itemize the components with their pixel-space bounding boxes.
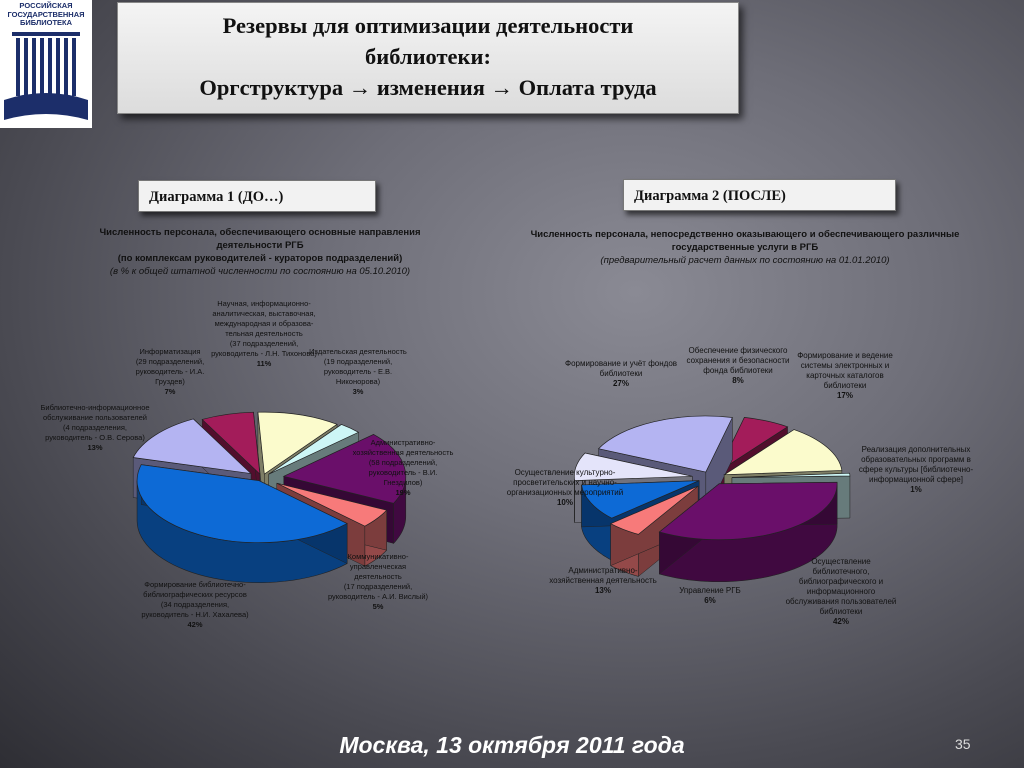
percent-label: 13% (87, 443, 103, 452)
percent-label: 3% (352, 387, 364, 396)
chart2-title: Численность персонала, непосредственно оказывающего и обеспечивающего различные государственные услуги в РГБ (530, 229, 960, 253)
chart2-label-cultural (505, 468, 625, 508)
percent-label: 17% (836, 391, 853, 400)
label-text: Научная, информационно- аналитическая, выставочная, международная и образова- тельная деятельность (37 подразделений, руководитель - Л.Н. Тихонова) (211, 299, 317, 358)
percent-label: 5% (372, 602, 384, 611)
chart2-label-admin (545, 566, 661, 596)
percent-label: 19% (395, 488, 411, 497)
chart2-label-funds (562, 359, 680, 389)
label-text: Библиотечно-информационное обслуживание пользователей (4 подразделения, руководитель - О.В. Серова) (40, 403, 150, 442)
footer-date: Москва, 13 октября 2011 года (339, 732, 685, 758)
label-text: Управление РГБ (679, 586, 741, 595)
chart2-label-education (854, 445, 978, 495)
label-text: Формирование библиотечно- библиографических ресурсов (34 подразделения, руководитель - Н.И. Хахалева) (141, 580, 249, 619)
chart1-label-resources (140, 580, 250, 630)
percent-label: 11% (256, 359, 272, 368)
label-text: Административно- хозяйственная деятельность (549, 566, 657, 585)
title-line-2: библиотеки: (365, 44, 491, 69)
label-text: Осуществление культурно- просветительских и научно- организационных мероприятий (506, 468, 624, 497)
label-text: Формирование и учёт фондов библиотеки (564, 359, 678, 378)
percent-label: 27% (612, 379, 629, 388)
label-text: Обеспечение физического сохранения и безопасности фонда библиотеки (686, 346, 790, 375)
title-line-3: Оргструктура → изменения → Оплата труда (199, 75, 657, 100)
percent-label: 42% (187, 620, 203, 629)
chart1-label-informatization (120, 347, 220, 397)
chart1-label-communication (327, 552, 429, 612)
percent-label: 13% (594, 586, 611, 595)
chart1-title: Численность персонала, обеспечивающего основные направления деятельности РГБ (99, 227, 421, 251)
percent-label: 6% (704, 596, 716, 605)
chart1-note: (в % к общей штатной численности по состоянию на 05.10.2010) (109, 266, 411, 277)
percent-label: 7% (164, 387, 176, 396)
diagram2-label: Диаграмма 2 (ПОСЛЕ) (623, 179, 896, 211)
chart1-label-science (205, 299, 323, 369)
label-text: Издательская деятельность (19 подразделений, руководитель - Е.В. Никонорова) (309, 347, 407, 386)
percent-label: 8% (732, 376, 744, 385)
diagram1-label: Диаграмма 1 (ДО…) (138, 180, 376, 212)
chart2-label-preservation (680, 346, 796, 386)
chart2-note: (предварительный расчет данных по состоянию на 01.01.2010) (600, 255, 890, 266)
label-text: Административно- хозяйственная деятельность (58 подразделений, руководитель - В.И. Гнездилов) (352, 438, 454, 487)
chart2-label-library-service (782, 557, 900, 627)
percent-label: 10% (556, 498, 573, 507)
label-text: Информатизация (29 подразделений, руководитель - И.А. Груздев) (135, 347, 205, 386)
chart1-label-service (40, 403, 150, 453)
label-text: Формирование и ведение системы электронных и карточных каталогов библиотеки (797, 351, 893, 390)
logo-text: РОССИЙСКАЯ ГОСУДАРСТВЕННАЯ БИБЛИОТЕКА (7, 1, 85, 27)
chart2-label-management (670, 586, 750, 606)
page-number: 35 (955, 736, 971, 752)
label-text: Коммуникативно- управленческая деятельность (17 подразделений, руководитель - А.И. Вислый) (327, 552, 429, 601)
chart2-label-catalogs (790, 351, 900, 401)
label-text: Осуществление библиотечного, библиографического и информационного обслуживания пользователей библиотеки (785, 557, 897, 616)
chart1-label-publishing (309, 347, 407, 397)
percent-label: 1% (910, 485, 922, 494)
title-line-1: Резервы для оптимизации деятельности (222, 13, 634, 38)
label-text: Реализация дополнительных образовательных программ в сфере культуры [библиотечно- информационной сфере] (858, 445, 974, 484)
percent-label: 42% (832, 617, 849, 626)
chart1-label-admin (352, 438, 454, 498)
chart1-subtitle: (по комплексам руководителей - кураторов подразделений) (117, 253, 403, 264)
